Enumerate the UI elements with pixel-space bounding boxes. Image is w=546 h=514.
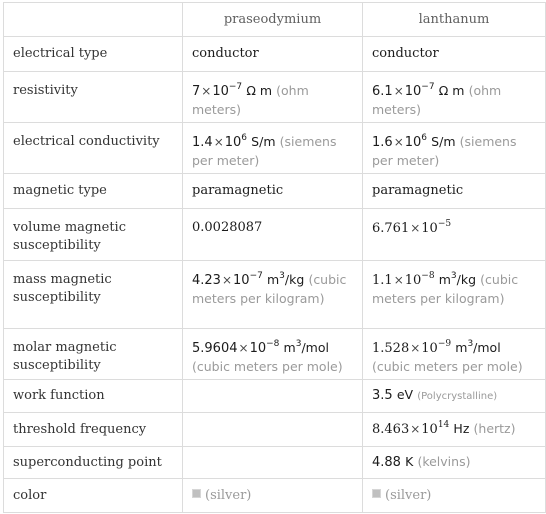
value-cell <box>183 447 363 479</box>
value-cell <box>363 413 546 447</box>
unit: S/m <box>251 134 276 149</box>
power-base: 10 <box>421 221 438 236</box>
unit: S/m <box>431 134 456 149</box>
mantissa: 1.1 <box>372 273 393 288</box>
mantissa: 1.6 <box>372 135 393 150</box>
mantissa: 6.1 <box>372 84 393 99</box>
power-base: 10 <box>404 273 422 288</box>
value-cell: conductor <box>183 37 363 72</box>
mantissa: 1.4 <box>192 135 213 150</box>
comparison-table <box>3 2 546 513</box>
value-cell <box>183 479 363 513</box>
color-name: (silver) <box>205 487 252 503</box>
table-row <box>4 123 546 174</box>
table-row <box>4 37 546 72</box>
unit: eV <box>396 387 414 402</box>
unit <box>439 272 476 287</box>
column-header-lanthanum: lanthanum <box>363 3 546 37</box>
exponent: −8 <box>421 271 435 281</box>
exponent: 6 <box>421 133 428 143</box>
row-label: threshold frequency <box>4 413 183 447</box>
unit-tail: /kg <box>456 272 477 287</box>
times-sign: × <box>393 135 404 149</box>
color-swatch <box>192 489 201 498</box>
unit-note: (cubic meters per kilogram) <box>372 272 519 306</box>
value-cell <box>363 380 546 413</box>
times-sign: × <box>393 273 404 287</box>
value-cell <box>183 380 363 413</box>
table-row <box>4 479 546 513</box>
row-label: color <box>4 479 183 513</box>
power-base: 10 <box>404 84 422 99</box>
corner-cell <box>4 3 183 37</box>
unit-note: (ohm meters) <box>192 83 309 117</box>
unit-tail: /kg <box>284 272 305 287</box>
times-sign: × <box>410 221 421 235</box>
value-cell <box>363 123 546 174</box>
exponent: −7 <box>228 82 243 92</box>
unit-exponent: 3 <box>450 271 457 281</box>
value-cell <box>183 329 363 380</box>
value-cell <box>363 447 546 479</box>
unit: Hz <box>453 421 470 436</box>
unit: K <box>405 454 414 469</box>
table-row <box>4 329 546 380</box>
table-row <box>4 72 546 123</box>
exponent: −9 <box>437 339 452 349</box>
value-cell <box>363 329 546 380</box>
times-sign: × <box>410 422 421 436</box>
table-row <box>4 174 546 209</box>
mantissa: 8.463 <box>372 422 410 437</box>
unit-tail: /mol <box>301 340 329 355</box>
unit-note: (Polycrystalline) <box>417 391 498 402</box>
color-swatch <box>372 489 381 498</box>
unit: Ω m <box>246 83 273 98</box>
exponent: −5 <box>437 219 452 229</box>
unit-base: m <box>455 340 468 355</box>
row-label: work function <box>4 380 183 413</box>
unit-note: (ohm meters) <box>372 83 502 117</box>
mantissa: 6.761 <box>372 221 410 236</box>
times-sign: × <box>213 135 224 149</box>
exponent: −8 <box>266 339 280 349</box>
table-row <box>4 380 546 413</box>
value-cell <box>363 209 546 261</box>
unit-tail: /mol <box>473 340 501 355</box>
row-label: electrical type <box>4 37 183 72</box>
unit-note: (kelvins) <box>417 454 471 469</box>
unit-exponent: 3 <box>467 339 474 349</box>
unit-note: (siemens per meter) <box>192 134 337 168</box>
unit-note: (cubic meters per kilogram) <box>192 272 347 306</box>
value-cell <box>363 479 546 513</box>
header-row <box>4 3 546 37</box>
value: 4.88 <box>372 455 401 470</box>
unit-exponent: 3 <box>279 271 285 281</box>
value-cell: paramagnetic <box>363 174 546 209</box>
power-base: 10 <box>404 135 422 150</box>
power-base: 10 <box>249 341 267 356</box>
unit-exponent: 3 <box>295 339 302 349</box>
value: 3.5 <box>372 388 393 403</box>
row-label: superconducting point <box>4 447 183 479</box>
unit-note: (cubic meters per mole) <box>372 359 523 374</box>
exponent: −7 <box>421 82 435 92</box>
row-label: molar magnetic susceptibility <box>4 329 183 380</box>
times-sign: × <box>201 84 212 98</box>
unit-base: m <box>283 340 296 355</box>
unit-base: m <box>266 272 280 287</box>
unit <box>284 340 329 355</box>
value-cell <box>183 413 363 447</box>
color-name: (silver) <box>385 487 432 503</box>
value-cell: conductor <box>363 37 546 72</box>
power-base: 10 <box>421 341 438 356</box>
value-cell <box>363 261 546 329</box>
times-sign: × <box>393 84 404 98</box>
exponent: 6 <box>241 133 248 143</box>
times-sign: × <box>238 341 249 355</box>
power-base: 10 <box>212 84 229 99</box>
unit-note: (hertz) <box>473 421 516 436</box>
exponent: −7 <box>249 271 263 281</box>
mantissa: 1.528 <box>372 341 410 356</box>
power-base: 10 <box>224 135 242 150</box>
row-label: magnetic type <box>4 174 183 209</box>
unit: Ω m <box>438 83 465 98</box>
row-label: mass magnetic susceptibility <box>4 261 183 329</box>
power-base: 10 <box>233 273 250 288</box>
times-sign: × <box>410 341 421 355</box>
unit-note: (cubic meters per mole) <box>192 359 343 374</box>
column-header-praseodymium: praseodymium <box>183 3 363 37</box>
value-cell: 0.0028087 <box>183 209 363 261</box>
value-cell <box>183 261 363 329</box>
power-base: 10 <box>421 422 438 437</box>
unit-note: (siemens per meter) <box>372 134 517 168</box>
value-cell <box>183 72 363 123</box>
mantissa: 7 <box>192 84 201 99</box>
times-sign: × <box>221 273 233 287</box>
row-label: electrical conductivity <box>4 123 183 174</box>
unit <box>267 272 304 287</box>
table-row <box>4 209 546 261</box>
unit <box>455 340 500 355</box>
row-label: volume magnetic susceptibility <box>4 209 183 261</box>
unit-base: m <box>438 272 451 287</box>
exponent: 14 <box>437 420 450 430</box>
table-row <box>4 413 546 447</box>
row-label: resistivity <box>4 72 183 123</box>
mantissa: 4.23 <box>192 273 221 288</box>
value-cell <box>183 123 363 174</box>
table-row <box>4 261 546 329</box>
value-cell <box>363 72 546 123</box>
table-row <box>4 447 546 479</box>
value-cell: paramagnetic <box>183 174 363 209</box>
mantissa: 5.9604 <box>192 341 238 356</box>
